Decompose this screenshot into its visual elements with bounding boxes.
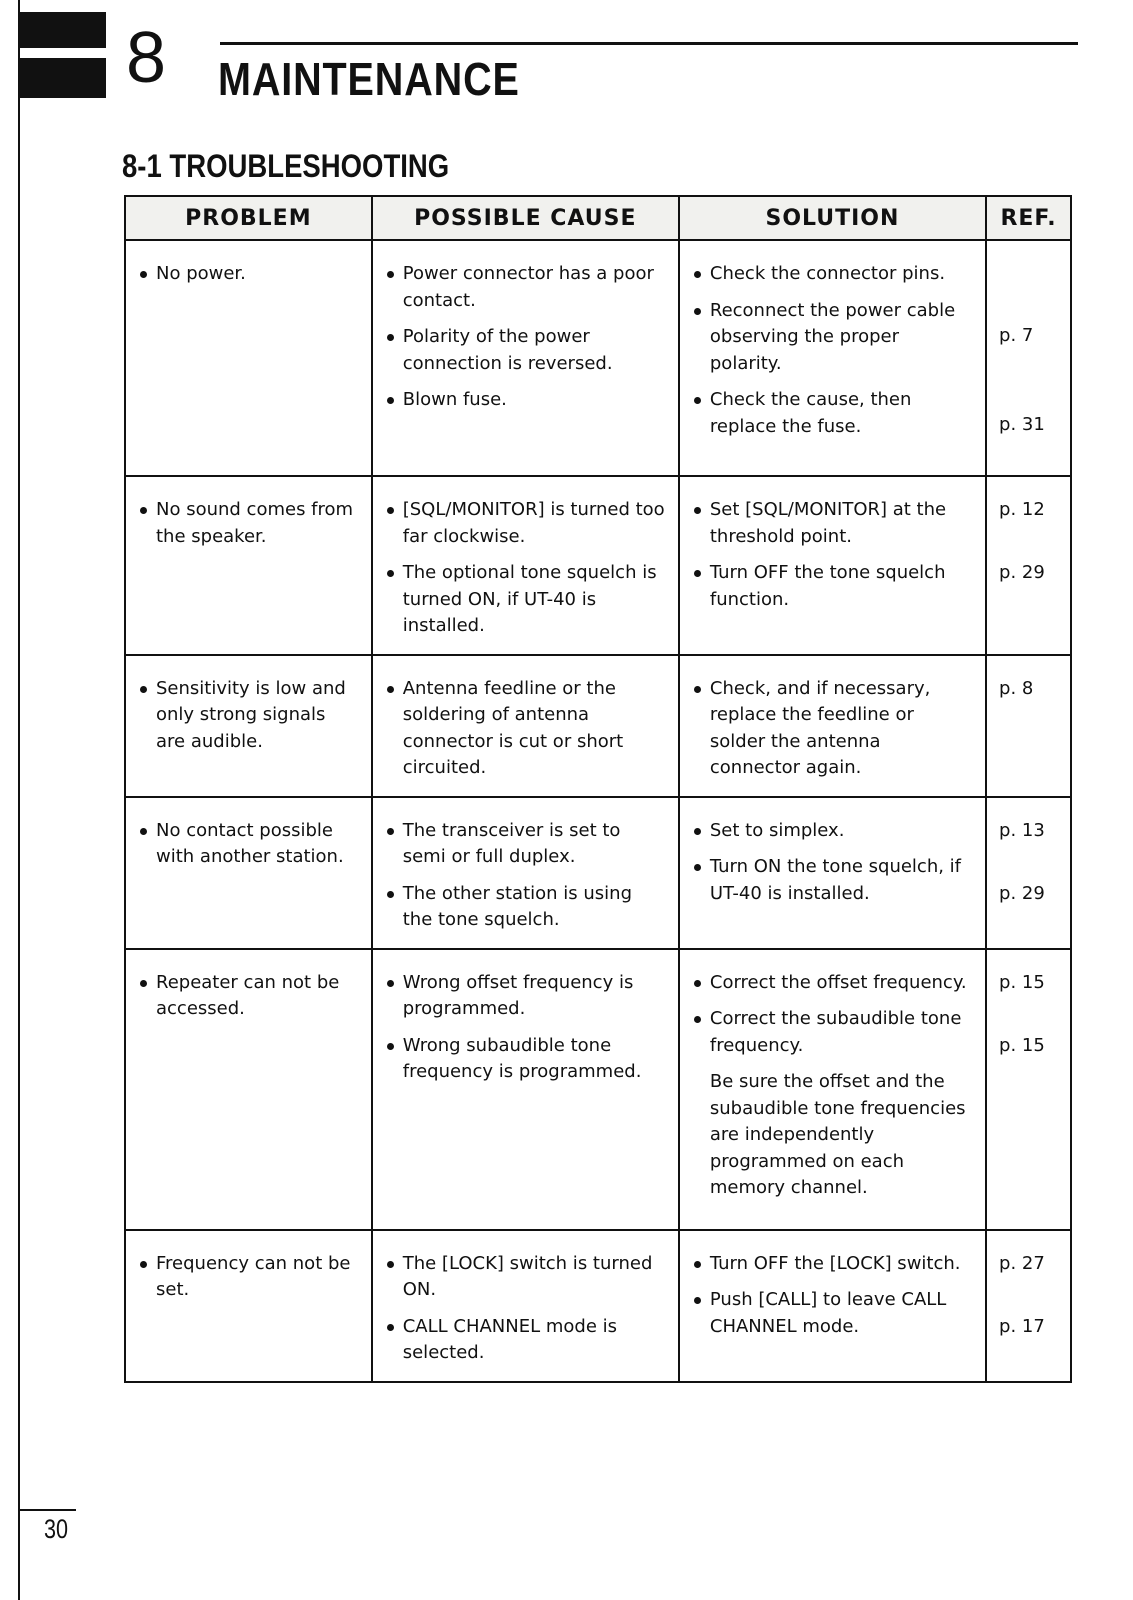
- cause: [387, 261, 666, 314]
- chapter-rule: [220, 42, 1078, 45]
- bullet-icon: [694, 828, 701, 835]
- ref-page: p. 27: [999, 1252, 1045, 1274]
- solution-cell: [679, 949, 986, 1230]
- bullet-icon: [387, 1261, 394, 1268]
- bullet-icon: [387, 271, 394, 278]
- cause-text: [SQL/MONITOR] is turned too far clockwise.: [402, 499, 665, 547]
- cause-cell: [372, 1230, 679, 1382]
- cause-text: The [LOCK] switch is turned ON.: [402, 1252, 653, 1300]
- solution-text: Turn OFF the tone squelch function.: [709, 562, 946, 610]
- cause: [387, 497, 666, 550]
- cause-text: The optional tone squelch is turned ON, if UT-40 is installed.: [402, 562, 657, 636]
- bullet-icon: [694, 570, 701, 577]
- bullet-icon: [694, 271, 701, 278]
- ref-page: p. 8: [999, 677, 1034, 699]
- troubleshooting-table: [124, 195, 1072, 1383]
- bullet-icon: [140, 1261, 147, 1268]
- bullet-icon: [694, 980, 701, 987]
- bullet-icon: [694, 686, 701, 693]
- cause: [387, 560, 666, 640]
- solution-text: Correct the subaudible tone frequency.: [709, 1008, 962, 1056]
- page-number: 30: [44, 1514, 69, 1544]
- table-row: [125, 1230, 1071, 1382]
- table-row: [125, 476, 1071, 655]
- solution-text: Push [CALL] to leave CALL CHANNEL mode.: [709, 1289, 947, 1337]
- header-problem: PROBLEM: [125, 196, 372, 240]
- table-row: [125, 240, 1071, 476]
- solution-text: Correct the offset frequency.: [709, 971, 967, 993]
- solution-cell: [679, 240, 986, 476]
- cause: [387, 818, 666, 871]
- ref-cell: [986, 797, 1071, 949]
- problem-cell: [125, 240, 372, 476]
- ref-page: p. 15: [999, 971, 1045, 993]
- problem-text: Repeater can not be accessed.: [156, 971, 340, 1019]
- bullet-icon: [140, 980, 147, 987]
- problem: [140, 1251, 359, 1304]
- left-margin-rule: [18, 0, 20, 1600]
- ref-page: p. 29: [999, 882, 1045, 904]
- problem-text: Sensitivity is low and only strong signals are audible.: [156, 677, 346, 752]
- solution: [694, 298, 973, 378]
- chapter-title: MAINTENANCE: [218, 53, 520, 105]
- problem-cell: [125, 797, 372, 949]
- solution: [694, 676, 973, 782]
- bullet-icon: [387, 507, 394, 514]
- problem-cell: [125, 1230, 372, 1382]
- ref-page: p. 31: [999, 414, 1045, 435]
- problem-cell: [125, 655, 372, 797]
- ref-cell: [986, 949, 1071, 1230]
- chapter-number: 8: [126, 18, 167, 98]
- problem: [140, 261, 359, 288]
- problem-text: No sound comes from the speaker.: [156, 499, 354, 547]
- solution-note: Be sure the offset and the subaudible tone frequencies are independently programmed on each memory channel.: [709, 1071, 966, 1198]
- cause: [387, 1033, 666, 1086]
- cause: [387, 881, 666, 934]
- bullet-icon: [694, 397, 701, 404]
- problem: [140, 676, 359, 756]
- bullet-icon: [387, 891, 394, 898]
- bullet-icon: [387, 1324, 394, 1331]
- cause-text: Wrong offset frequency is programmed.: [402, 971, 634, 1019]
- solution: [694, 1287, 973, 1340]
- cause-cell: [372, 655, 679, 797]
- solution: [694, 1251, 973, 1278]
- bullet-icon: [387, 570, 394, 577]
- cause: [387, 324, 666, 377]
- bullet-icon: [387, 334, 394, 341]
- chapter-marker-block: [20, 12, 106, 48]
- solution: [694, 1006, 973, 1059]
- header-solution: SOLUTION: [679, 196, 986, 240]
- cause-text: Wrong subaudible tone frequency is programmed.: [402, 1034, 642, 1082]
- solution: [694, 497, 973, 550]
- table-row: [125, 797, 1071, 949]
- solution: [694, 970, 973, 997]
- cause-text: Power connector has a poor contact.: [402, 263, 654, 311]
- ref-page: p. 12: [999, 499, 1045, 520]
- problem: [140, 970, 359, 1023]
- ref-cell: [986, 655, 1071, 797]
- solution: [694, 818, 973, 845]
- ref-page: p. 29: [999, 562, 1045, 583]
- bullet-icon: [140, 828, 147, 835]
- solution-text: Check the connector pins.: [709, 263, 946, 284]
- cause-text: Polarity of the power connection is reversed.: [402, 326, 613, 374]
- cause: [387, 387, 666, 414]
- bullet-icon: [387, 397, 394, 404]
- bullet-icon: [387, 828, 394, 835]
- cause-text: The other station is using the tone squelch.: [402, 882, 632, 930]
- table-row: [125, 655, 1071, 797]
- bullet-icon: [387, 686, 394, 693]
- bullet-icon: [140, 507, 147, 514]
- solution-cell: [679, 1230, 986, 1382]
- cause-cell: [372, 476, 679, 655]
- ref-page: p. 13: [999, 819, 1045, 841]
- cause-text: Blown fuse.: [402, 389, 507, 410]
- solution-text: Reconnect the power cable observing the proper polarity.: [709, 299, 956, 374]
- chapter-marker-block: [20, 58, 106, 98]
- solution-text: Check, and if necessary, replace the feedline or solder the antenna connector again.: [709, 677, 931, 778]
- ref-cell: [986, 1230, 1071, 1382]
- problem-cell: [125, 949, 372, 1230]
- ref-cell: [986, 476, 1071, 655]
- solution-text: Turn OFF the [LOCK] switch.: [709, 1252, 961, 1274]
- ref-page: p. 15: [999, 1034, 1045, 1056]
- bullet-icon: [694, 864, 701, 871]
- problem-text: No contact possible with another station.: [156, 819, 344, 867]
- solution: [694, 560, 973, 613]
- cause: [387, 1314, 666, 1367]
- cause-cell: [372, 797, 679, 949]
- cause-text: The transceiver is set to semi or full duplex.: [402, 819, 621, 867]
- solution: [694, 387, 973, 440]
- cause-text: Antenna feedline or the soldering of antenna connector is cut or short circuited.: [402, 677, 624, 778]
- problem-cell: [125, 476, 372, 655]
- section-title: 8-1 TROUBLESHOOTING: [122, 148, 450, 184]
- problem: [140, 818, 359, 871]
- cause-text: CALL CHANNEL mode is selected.: [402, 1315, 618, 1363]
- bullet-icon: [387, 1043, 394, 1050]
- cause: [387, 970, 666, 1023]
- cause: [387, 676, 666, 782]
- problem-text: Frequency can not be set.: [156, 1252, 351, 1300]
- cause-cell: [372, 240, 679, 476]
- cause: [387, 1251, 666, 1304]
- solution-cell: [679, 476, 986, 655]
- header-cause: POSSIBLE CAUSE: [372, 196, 679, 240]
- bullet-icon: [694, 507, 701, 514]
- solution-text: Turn ON the tone squelch, if UT-40 is installed.: [709, 856, 962, 904]
- solution: [694, 854, 973, 907]
- cause-cell: [372, 949, 679, 1230]
- bullet-icon: [694, 1297, 701, 1304]
- bullet-icon: [694, 308, 701, 315]
- bullet-icon: [387, 980, 394, 987]
- table-row: [125, 949, 1071, 1230]
- solution-cell: [679, 797, 986, 949]
- bullet-icon: [694, 1016, 701, 1023]
- table-header-row: [125, 196, 1071, 240]
- ref-cell: [986, 240, 1071, 476]
- problem-text: No power.: [156, 263, 246, 284]
- solution-text: Set to simplex.: [709, 819, 845, 841]
- bullet-icon: [694, 1261, 701, 1268]
- ref-page: p. 17: [999, 1315, 1045, 1337]
- bullet-icon: [140, 271, 147, 278]
- page-number-rule: [20, 1509, 76, 1511]
- header-ref: REF.: [986, 196, 1071, 240]
- solution-text: Set [SQL/MONITOR] at the threshold point.: [709, 499, 947, 547]
- problem: [140, 497, 359, 550]
- bullet-icon: [140, 686, 147, 693]
- solution-cell: [679, 655, 986, 797]
- solution-text: Check the cause, then replace the fuse.: [709, 389, 912, 437]
- solution: [694, 261, 973, 288]
- ref-page: p. 7: [999, 325, 1034, 346]
